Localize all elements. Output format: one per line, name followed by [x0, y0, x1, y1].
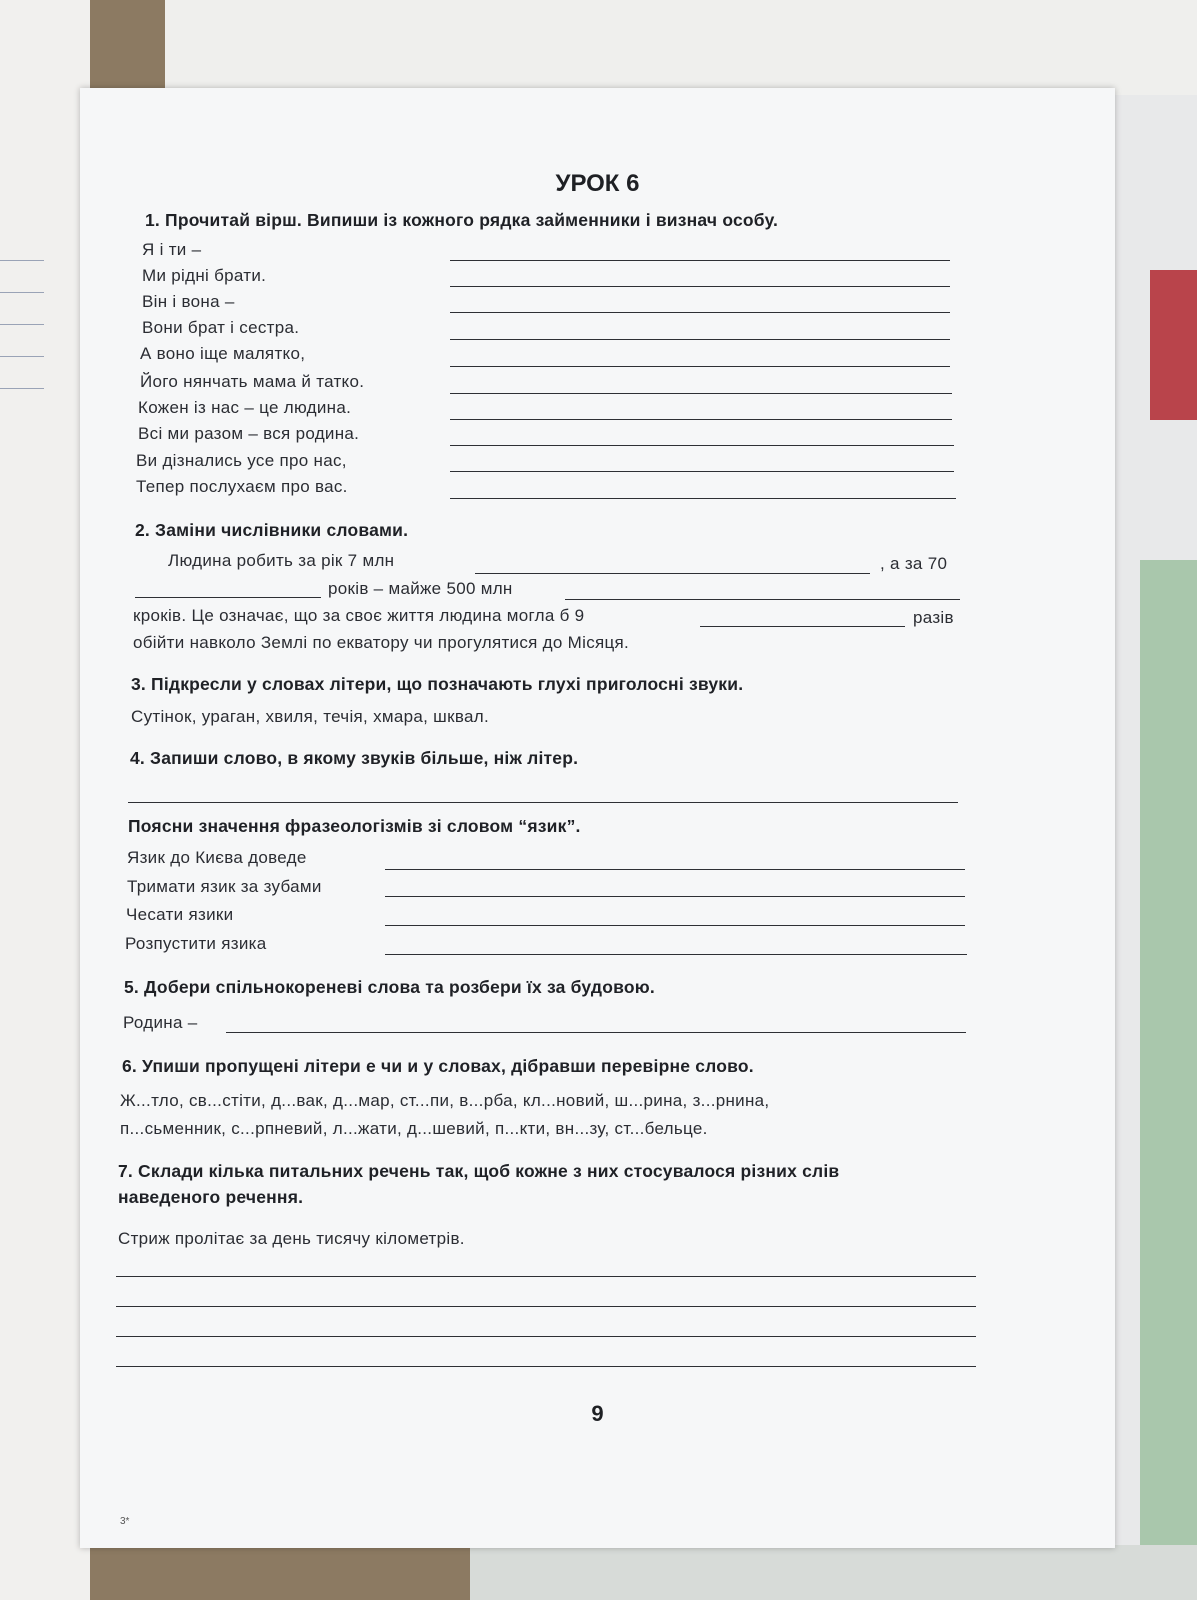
task6-words: п...сьменник, с...рпневий, л...жати, д...шевий, п...кти, вн...зу, ст...бельце.: [120, 1119, 708, 1138]
answer-line[interactable]: [565, 599, 960, 600]
answer-line[interactable]: [450, 260, 950, 261]
task4-heading: 4. Запиши слово, в якому звуків більше, ніж літер.: [130, 748, 579, 768]
task5-word: Родина –: [123, 1013, 198, 1032]
answer-line[interactable]: [226, 1032, 966, 1033]
task7-heading-cont: наведеного речення.: [118, 1187, 304, 1207]
poem-line: Його нянчать мама й татко.: [140, 372, 365, 391]
task2-text: разів: [913, 608, 954, 627]
task2-text: , а за 70: [880, 554, 948, 573]
poem-line: А воно іще малятко,: [140, 344, 306, 363]
idiom: Тримати язик за зубами: [127, 877, 322, 896]
task5-heading: 5. Добери спільнокореневі слова та розбери їх за будовою.: [124, 977, 655, 997]
answer-line[interactable]: [450, 445, 954, 446]
answer-line[interactable]: [450, 312, 950, 313]
task6-heading: 6. Упиши пропущені літери е чи и у словах, дібравши перевірне слово.: [122, 1056, 754, 1076]
answer-line[interactable]: [116, 1306, 976, 1307]
answer-line[interactable]: [116, 1276, 976, 1277]
background-top-sheet: [165, 0, 1197, 100]
answer-line[interactable]: [450, 286, 950, 287]
poem-line: Тепер послухаєм про вас.: [136, 477, 348, 496]
task2-text: кроків. Це означає, що за своє життя людина могла б 9: [133, 606, 585, 625]
task1-heading: 1. Прочитай вірш. Випиши із кожного рядка займенники і визнач особу.: [145, 210, 779, 230]
task7-heading: 7. Склади кілька питальних речень так, щоб кожне з них стосувалося різних слів: [118, 1161, 840, 1181]
answer-line[interactable]: [385, 925, 965, 926]
idiom: Чесати язики: [126, 905, 234, 924]
poem-line: Я і ти –: [142, 240, 202, 259]
answer-line[interactable]: [116, 1366, 976, 1367]
task7-sentence: Стриж пролітає за день тисячу кілометрів.: [118, 1229, 465, 1248]
answer-line[interactable]: [385, 869, 965, 870]
idiom: Розпустити язика: [125, 934, 267, 953]
task2-text: обійти навколо Землі по екватору чи прогулятися до Місяця.: [133, 633, 630, 652]
task2-text: Людина робить за рік 7 млн: [168, 551, 395, 570]
background-green-cover: [1140, 560, 1197, 1600]
answer-line[interactable]: [385, 896, 965, 897]
poem-line: Він і вона –: [142, 292, 235, 311]
task3-heading: 3. Підкресли у словах літери, що позначають глухі приголосні звуки.: [131, 674, 744, 694]
poem-line: Кожен із нас – це людина.: [138, 398, 352, 417]
answer-line[interactable]: [385, 954, 967, 955]
answer-line[interactable]: [128, 802, 958, 803]
poem-line: Ми рідні брати.: [142, 266, 267, 285]
poem-line: Всі ми разом – вся родина.: [138, 424, 360, 443]
answer-line[interactable]: [450, 393, 952, 394]
background-red-cover: [1150, 270, 1197, 420]
poem-line: Ви дізнались усе про нас,: [136, 451, 347, 470]
answer-line[interactable]: [450, 339, 950, 340]
idioms-heading: Поясни значення фразеологізмів зі словом “язик”.: [128, 816, 581, 836]
lesson-title: УРОК 6: [555, 170, 640, 197]
corner-mark: 3*: [120, 1516, 130, 1527]
workbook-page: [80, 88, 1115, 1548]
answer-line[interactable]: [700, 626, 905, 627]
answer-line[interactable]: [450, 366, 950, 367]
answer-line[interactable]: [450, 498, 956, 499]
task2-text: років – майже 500 млн: [328, 579, 513, 598]
answer-line[interactable]: [475, 573, 870, 574]
task2-heading: 2. Заміни числівники словами.: [135, 520, 409, 540]
idiom: Язик до Києва доведе: [127, 848, 307, 867]
background-bottom-sheet: [470, 1545, 1197, 1600]
task3-words: Сутінок, ураган, хвиля, течія, хмара, шквал.: [131, 707, 489, 726]
answer-line[interactable]: [450, 419, 952, 420]
answer-line[interactable]: [116, 1336, 976, 1337]
task6-words: Ж...тло, св...стіти, д...вак, д...мар, ст...пи, в...рба, кл...новий, ш...рина, з...рнина,: [120, 1091, 770, 1110]
answer-line[interactable]: [135, 597, 321, 598]
poem-line: Вони брат і сестра.: [142, 318, 300, 337]
background-left-notebook: [0, 0, 90, 1600]
page-number: 9: [591, 1401, 604, 1426]
answer-line[interactable]: [450, 471, 954, 472]
